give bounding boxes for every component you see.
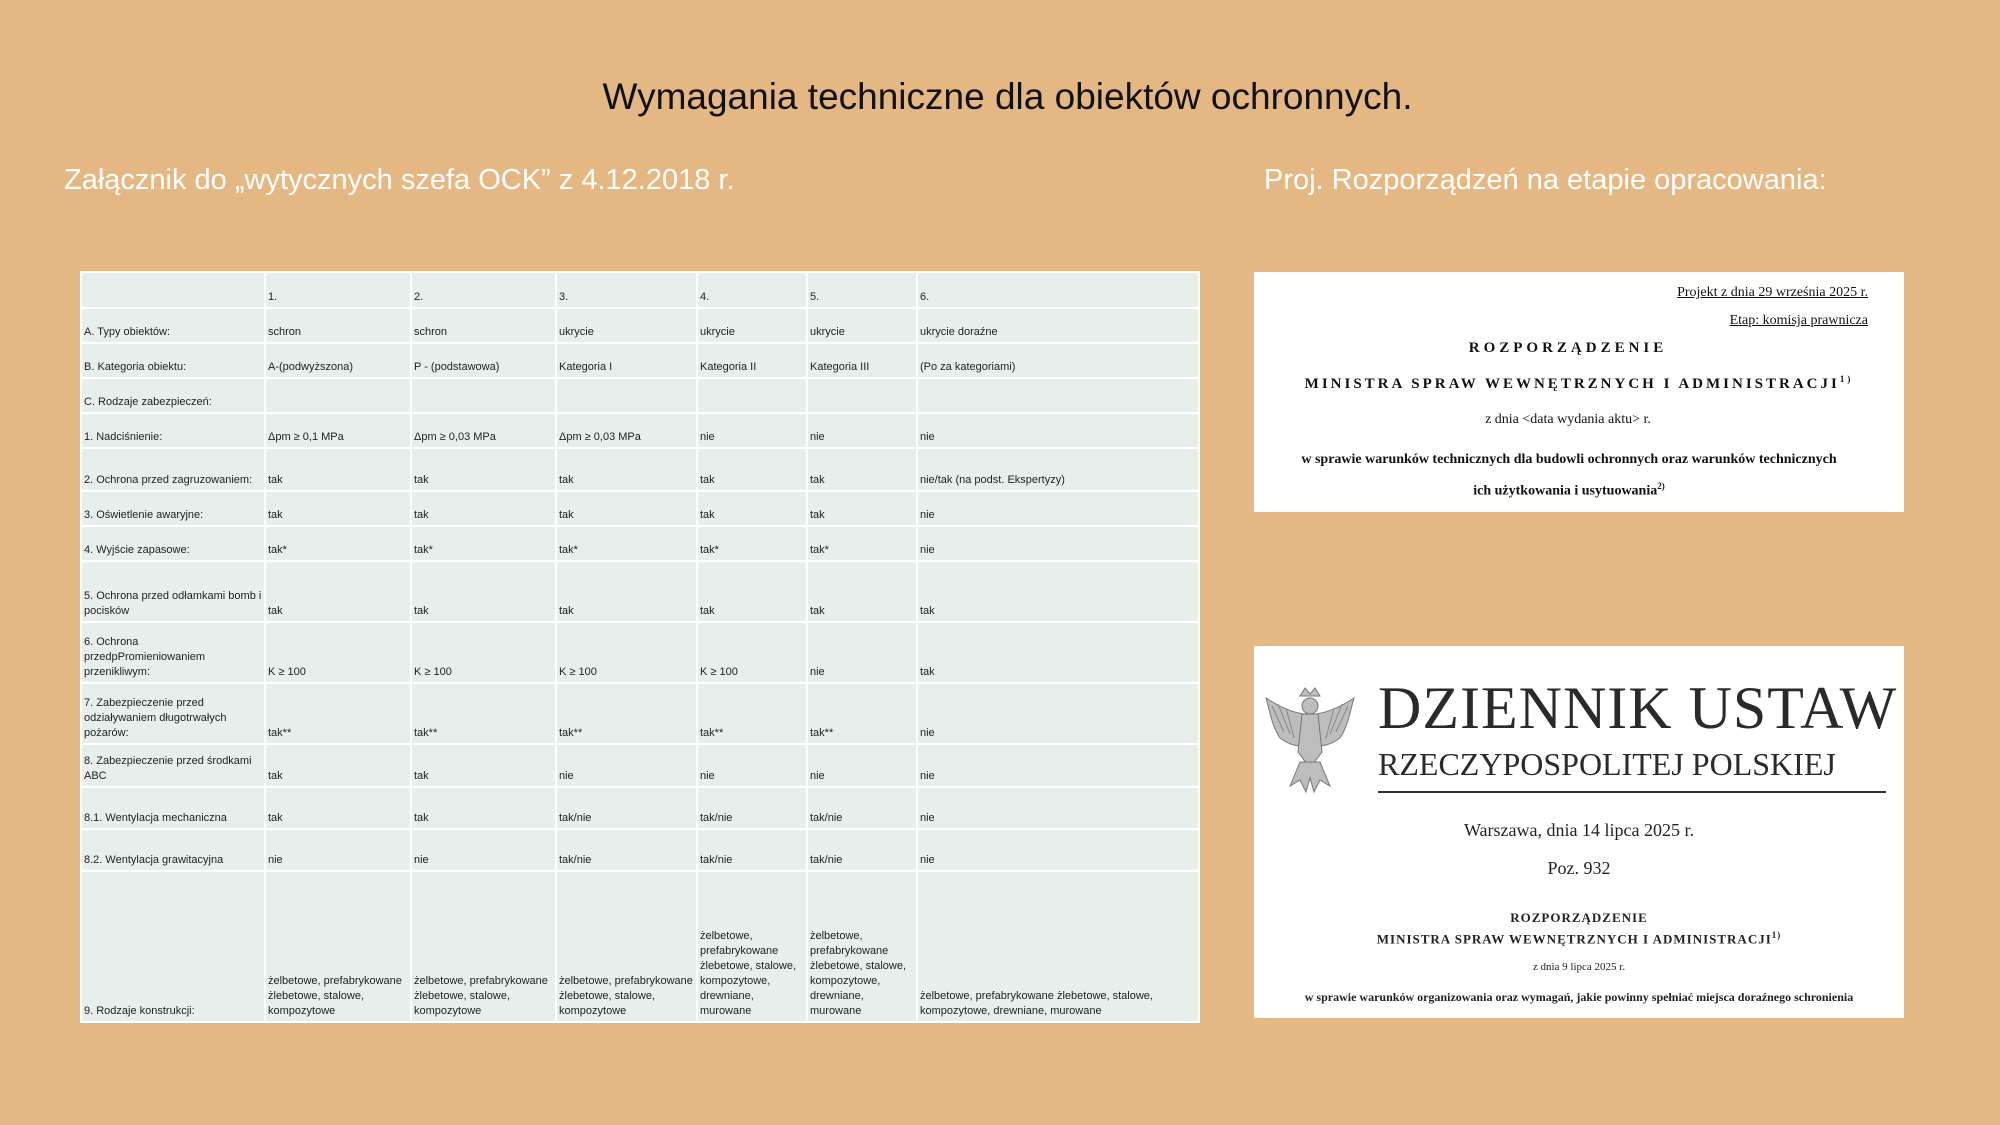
table-cell: nie (697, 744, 807, 787)
journal-position: Poz. 932 (1547, 858, 1611, 878)
table-cell: tak** (556, 683, 697, 744)
table-row (81, 787, 1199, 829)
table-cell: nie (807, 413, 917, 448)
table-cell (697, 378, 807, 413)
table-cell: tak* (697, 526, 807, 561)
row-label-cell: 6. Ochrona przedpPromieniowaniem przenikliwym: (81, 622, 265, 683)
table-cell: K ≥ 100 (556, 622, 697, 683)
requirements-table-container (80, 271, 1198, 1023)
table-cell: ukrycie (697, 308, 807, 343)
journal-subtitle: RZECZYPOSPOLITEJ POLSKIEJ (1378, 746, 1836, 782)
journal-ministry: MINISTRA SPRAW WEWNĘTRZNYCH I ADMINISTRACJI$^{1)}$ (1376, 930, 1782, 947)
row-label-cell: 5. Ochrona przed odłamkami bomb i pocisków (81, 561, 265, 622)
table-cell: 4. (697, 272, 807, 308)
table-cell: nie (917, 787, 1199, 829)
table-cell: Kategoria I (556, 343, 697, 378)
table-cell: żelbetowe, prefabrykowane żlebetowe, stalowe, kompozytowe, drewniane, murowane (697, 871, 807, 1022)
table-cell: nie (807, 622, 917, 683)
subtitle-left: Załącznik do „wytycznych szefa OCK” z 4.12.2018 r. (64, 164, 735, 196)
requirements-table (80, 271, 1200, 1023)
table-cell: Δpm ≥ 0,03 MPa (556, 413, 697, 448)
draft-subject: w sprawie warunków technicznych dla budowli ochronnych oraz warunków technicznych ich użytkowania i usytuowania$^{2)}$ (1301, 452, 1837, 499)
table-cell: tak/nie (807, 787, 917, 829)
table-cell: tak (917, 561, 1199, 622)
table-cell (917, 378, 1199, 413)
table-cell: tak/nie (807, 829, 917, 871)
table-cell: tak* (411, 526, 556, 561)
table-row (81, 343, 1199, 378)
table-cell: tak (411, 787, 556, 829)
table-cell: P - (podstawowa) (411, 343, 556, 378)
draft-issue-date: z dnia <data wydania aktu> r. (1485, 412, 1651, 427)
table-cell: tak (807, 561, 917, 622)
draft-regulation-image (1254, 272, 1904, 512)
table-cell: nie/tak (na podst. Ekspertyzy) (917, 448, 1199, 490)
table-cell: Kategoria II (697, 343, 807, 378)
table-row (81, 622, 1199, 683)
table-row (81, 829, 1199, 871)
table-cell: tak* (807, 526, 917, 561)
table-cell: ukrycie (556, 308, 697, 343)
table-cell (265, 378, 411, 413)
row-label-cell: 8. Zabezpieczenie przed środkami ABC (81, 744, 265, 787)
table-cell: żelbetowe, prefabrykowane żlebetowe, stalowe, kompozytowe (265, 871, 411, 1022)
table-cell: tak** (265, 683, 411, 744)
table-cell: tak (265, 448, 411, 490)
table-cell: 1. (265, 272, 411, 308)
table-cell: nie (917, 491, 1199, 526)
draft-date: Projekt z dnia 29 września 2025 r. (1677, 285, 1868, 300)
table-cell: nie (917, 683, 1199, 744)
journal-divider (1378, 791, 1886, 793)
table-cell: tak (265, 744, 411, 787)
table-cell: tak (411, 561, 556, 622)
table-cell: nie (556, 744, 697, 787)
table-row (81, 272, 1199, 308)
row-label-cell: 9. Rodzaje konstrukcji: (81, 871, 265, 1022)
table-cell: tak (556, 491, 697, 526)
table-cell: Kategoria III (807, 343, 917, 378)
row-label-cell: 7. Zabezpieczenie przed odziaływaniem długotrwałych pożarów: (81, 683, 265, 744)
table-cell: żelbetowe, prefabrykowane żlebetowe, stalowe, kompozytowe (556, 871, 697, 1022)
table-cell: schron (265, 308, 411, 343)
journal-subject: w sprawie warunków organizowania oraz wymagań, jakie powinny spełniać miejsca doraźnego schronienia (1304, 990, 1854, 1004)
table-cell (556, 378, 697, 413)
table-cell: tak** (807, 683, 917, 744)
journal-heading: ROZPORZĄDZENIE (1510, 910, 1648, 925)
table-cell: tak (265, 561, 411, 622)
table-cell: żelbetowe, prefabrykowane żlebetowe, stalowe, kompozytowe (411, 871, 556, 1022)
table-cell: tak (697, 561, 807, 622)
slide-title: Wymagania techniczne dla obiektów ochronnych. (602, 76, 1413, 117)
table-row (81, 491, 1199, 526)
table-cell: Δpm ≥ 0,1 MPa (265, 413, 411, 448)
table-cell: nie (411, 829, 556, 871)
table-cell: tak (265, 787, 411, 829)
row-label-cell: 1. Nadciśnienie: (81, 413, 265, 448)
table-cell: tak (697, 491, 807, 526)
table-cell: tak* (265, 526, 411, 561)
table-row (81, 744, 1199, 787)
table-cell: ukrycie doraźne (917, 308, 1199, 343)
table-cell: tak (411, 448, 556, 490)
table-row (81, 378, 1199, 413)
table-cell (411, 378, 556, 413)
table-row (81, 413, 1199, 448)
table-cell: tak (917, 622, 1199, 683)
table-cell: K ≥ 100 (265, 622, 411, 683)
draft-ministry: MINISTRA SPRAW WEWNĘTRZNYCH I ADMINISTRACJI$^{1)}$ (1304, 374, 1854, 392)
table-cell: nie (917, 744, 1199, 787)
table-row (81, 871, 1199, 1022)
table-cell (807, 378, 917, 413)
table-cell: tak (807, 491, 917, 526)
table-cell: 6. (917, 272, 1199, 308)
table-cell: A-(podwyższona) (265, 343, 411, 378)
table-cell: tak/nie (697, 829, 807, 871)
eagle-emblem-icon (1260, 682, 1360, 798)
table-row (81, 683, 1199, 744)
journal-date: Warszawa, dnia 14 lipca 2025 r. (1464, 820, 1694, 840)
table-cell: nie (265, 829, 411, 871)
table-cell: 5. (807, 272, 917, 308)
table-cell: 3. (556, 272, 697, 308)
journal-issue-date: z dnia 9 lipca 2025 r. (1532, 961, 1626, 973)
table-cell: tak (697, 448, 807, 490)
subtitle-right: Proj. Rozporządzeń na etapie opracowania: (1264, 164, 1827, 196)
table-cell: tak (411, 491, 556, 526)
table-cell: nie (807, 744, 917, 787)
table-cell: tak/nie (556, 829, 697, 871)
table-cell: (Po za kategoriami) (917, 343, 1199, 378)
table-cell: tak** (411, 683, 556, 744)
table-cell: nie (697, 413, 807, 448)
table-row (81, 308, 1199, 343)
table-cell: tak (411, 744, 556, 787)
table-cell: tak (265, 491, 411, 526)
table-cell: żelbetowe, prefabrykowane żlebetowe, stalowe, kompozytowe, drewniane, murowane (807, 871, 917, 1022)
table-cell: nie (917, 413, 1199, 448)
journal-title: DZIENNIK USTAW (1378, 675, 1898, 741)
table-cell: tak/nie (697, 787, 807, 829)
table-row (81, 448, 1199, 490)
row-label-cell: 8.2. Wentylacja grawitacyjna (81, 829, 265, 871)
row-label-cell: 2. Ochrona przed zagruzowaniem: (81, 448, 265, 490)
table-cell: tak* (556, 526, 697, 561)
row-label-cell: 4. Wyjście zapasowe: (81, 526, 265, 561)
table-cell: K ≥ 100 (411, 622, 556, 683)
row-label-cell: 3. Oświetlenie awaryjne: (81, 491, 265, 526)
table-cell: tak/nie (556, 787, 697, 829)
journal-of-laws-image (1254, 646, 1904, 1018)
row-label-cell: A. Typy obiektów: (81, 308, 265, 343)
table-row (81, 526, 1199, 561)
table-cell: żelbetowe, prefabrykowane żlebetowe, stalowe, kompozytowe, drewniane, murowane (917, 871, 1199, 1022)
table-cell: K ≥ 100 (697, 622, 807, 683)
row-label-cell: 8.1. Wentylacja mechaniczna (81, 787, 265, 829)
table-cell: tak** (697, 683, 807, 744)
draft-stage: Etap: komisja prawnicza (1729, 313, 1868, 328)
row-label-cell: C. Rodzaje zabezpieczeń: (81, 378, 265, 413)
table-cell: nie (917, 829, 1199, 871)
row-label-cell (81, 272, 265, 308)
table-cell: ukrycie (807, 308, 917, 343)
table-row (81, 561, 1199, 622)
table-cell: tak (556, 561, 697, 622)
table-cell: Δpm ≥ 0,03 MPa (411, 413, 556, 448)
table-cell: 2. (411, 272, 556, 308)
table-cell: tak (556, 448, 697, 490)
table-cell: tak (807, 448, 917, 490)
row-label-cell: B. Kategoria obiektu: (81, 343, 265, 378)
draft-heading: ROZPORZĄDZENIE (1468, 340, 1668, 356)
table-cell: nie (917, 526, 1199, 561)
table-cell: schron (411, 308, 556, 343)
